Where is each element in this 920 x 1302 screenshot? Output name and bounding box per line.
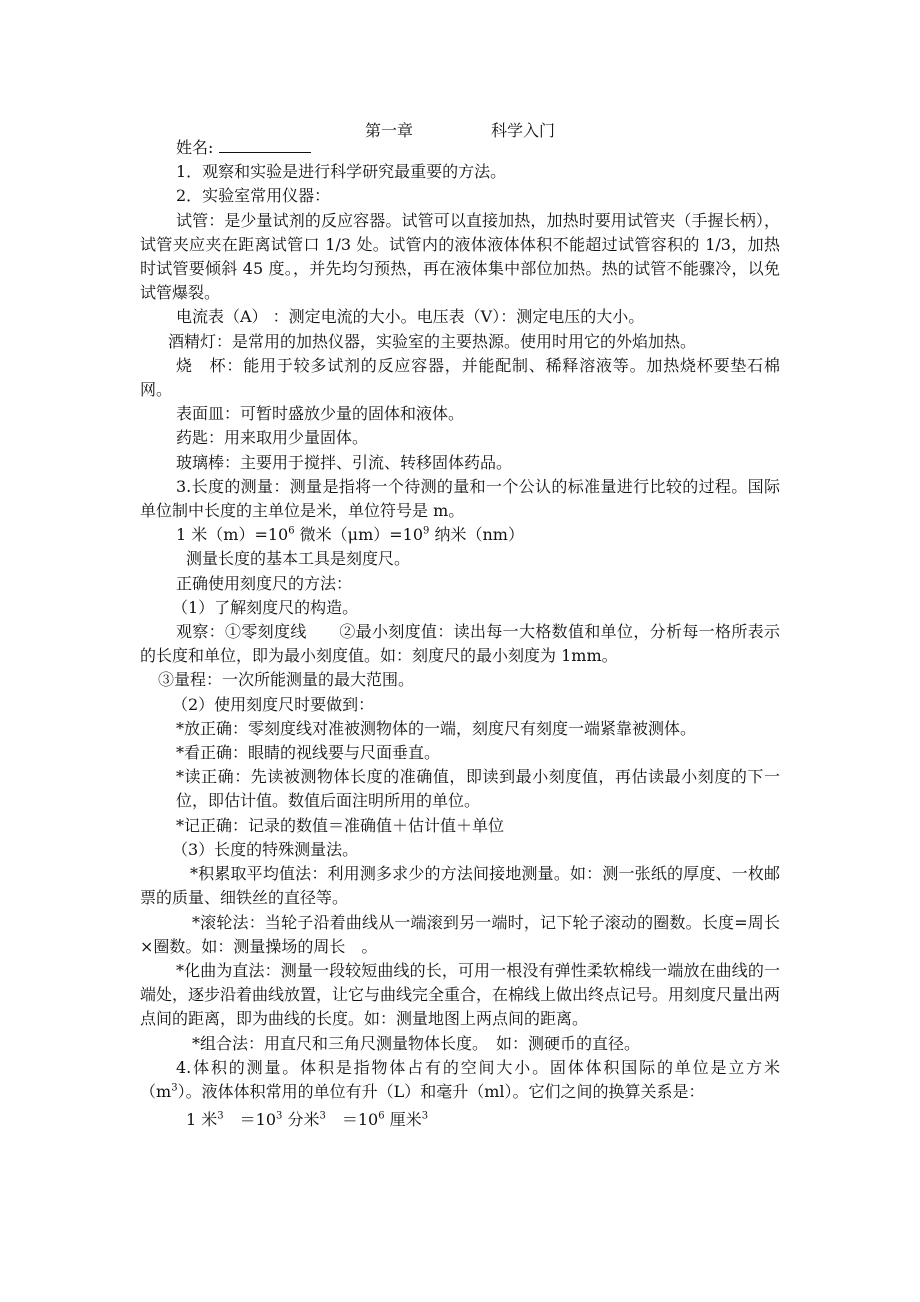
paragraph-look-correct: *看正确：眼睛的视线要与尺面垂直。 <box>176 743 441 763</box>
paragraph-read-correct: *读正确：先读被测物体长度的准确值，即读到最小刻度值，再估读最小刻度的下一位，即估计值。数值后面注明所用的单位。 <box>176 767 780 811</box>
paragraph-record-correct: *记正确：记录的数值＝准确值＋估计值＋单位 <box>176 815 505 835</box>
paragraph-spoon: 药匙：用来取用少量固体。 <box>176 428 369 448</box>
paragraph-volume: 4.体积的测量。体积是指物体占有的空间大小。固体体积国际的单位是立方米$(m^3)$。液体体积常用的单位有升（L）和毫升（ml）。它们之间的换算关系是： <box>140 1057 780 1101</box>
paragraph-alcohol-lamp: 酒精灯：是常用的加热仪器，实验室的主要热源。使用时用它的外焰加热。 <box>168 331 697 351</box>
name-line <box>140 136 780 160</box>
paragraph-volume-conversion: 1 米$^3$ $=10^3$ 分米$^3$ $=10^6$ 厘米$^3$ <box>186 1110 429 1130</box>
paragraph-range: ③量程：一次所能测量的最大范围。 <box>158 670 415 690</box>
name-blank[interactable] <box>219 136 311 153</box>
paragraph-step-2: （2）使用刻度尺时要做到： <box>172 694 375 714</box>
paragraph-glass-rod: 玻璃棒：主要用于搅拌、引流、转移固体药品。 <box>176 452 513 472</box>
paragraph-step-1: （1）了解刻度尺的构造。 <box>172 597 359 617</box>
paragraph-combination: *组合法：用直尺和三角尺测量物体长度。 如：测硬币的直径。 <box>192 1033 641 1053</box>
paragraph-unit-conversion: 1 米$(m)=10^6$ 微米$(\mu m)=10^9$ 纳米（nm） <box>176 525 524 545</box>
paragraph-2: 2．实验室常用仪器： <box>176 186 331 206</box>
chapter-number: 第一章 <box>364 121 413 140</box>
paragraph-ammeter: 电流表（A） ：测定电流的大小。电压表（V）：测定电压的大小。 <box>176 307 645 327</box>
paragraph-method-title: 正确使用刻度尺的方法： <box>176 573 353 593</box>
name-label: 姓名: <box>176 138 214 157</box>
paragraph-test-tube: 试管：是少量试剂的反应容器。试管可以直接加热，加热时要用试管夹（手握长柄），试管夹应夹在距离试管口 1/3 处。试管内的液体液体体积不能超过试管容积的 1/3，加热时试管要倾斜 45 度。，并先均匀预热，再在液体集中部位加热。热的试管不能骤冷，以免试管爆裂。 <box>140 210 780 303</box>
document-body <box>140 136 780 1132</box>
paragraph-roll-wheel: *滚轮法：当轮子沿着曲线从一端滚到另一端时，记下轮子滚动的圈数。长度=周长×圈数。如：测量操场的周长 。 <box>140 912 780 956</box>
paragraph-tool: 测量长度的基本工具是刻度尺。 <box>186 549 411 569</box>
paragraph-length: 3.长度的测量：测量是指将一个待测的量和一个公认的标准量进行比较的过程。国际单位制中长度的主单位是米，单位符号是 m。 <box>140 476 780 521</box>
paragraph-observe: 观察：①零刻度线 ②最小刻度值：读出每一大格数值和单位，分析每一格所表示的长度和单位，即为最小刻度值。如：刻度尺的最小刻度为 1mm。 <box>140 622 780 666</box>
paragraph-curve-straight: *化曲为直法：测量一段较短曲线的长，可用一根没有弹性柔软棉线一端放在曲线的一端处，逐步沿着曲线放置，让它与曲线完全重合，在棉线上做出终点记号。用刻度尺量出两点间的距离，即为曲线的长度。如：测量地图上两点间的距离。 <box>140 960 781 1029</box>
paragraph-place-correct: *放正确：零刻度线对准被测物体的一端，刻度尺有刻度一端紧靠被测体。 <box>176 718 697 738</box>
paragraph-1: 1．观察和实验是进行科学研究最重要的方法。 <box>176 162 507 182</box>
chapter-subject: 科学入门 <box>491 121 556 140</box>
paragraph-watch-glass: 表面皿：可暂时盛放少量的固体和液体。 <box>176 404 465 424</box>
paragraph-beaker: 烧 杯：能用于较多试剂的反应容器，并能配制、稀释溶液等。加热烧杯要垫石棉网。 <box>140 355 780 400</box>
paragraph-accumulate: *积累取平均值法：利用测多求少的方法间接地测量。如：测一张纸的厚度、一枚邮票的质量、细铁丝的直径等。 <box>140 864 780 908</box>
paragraph-step-3: （3）长度的特殊测量法。 <box>172 839 359 859</box>
